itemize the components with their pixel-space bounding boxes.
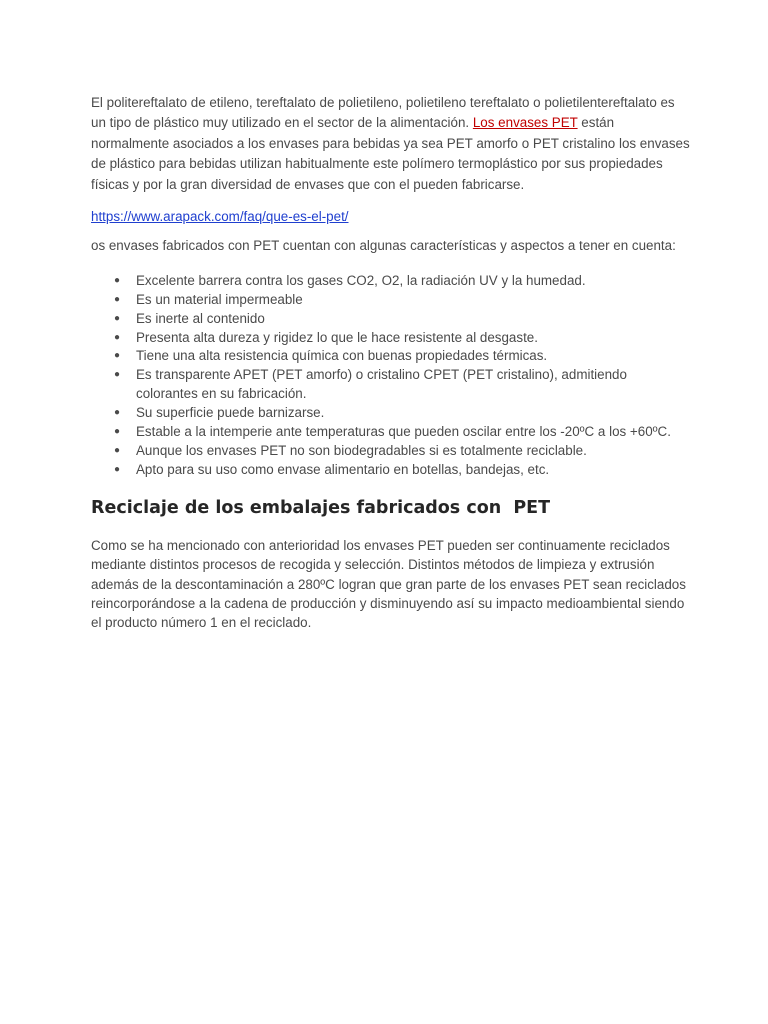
feature-text: Su superficie puede barnizarse. (136, 405, 325, 421)
document-page (91, 93, 691, 633)
feature-text: Tiene una alta resistencia química con buenas propiedades térmicas. (136, 348, 548, 364)
intro-text-before: El politereftalato de etileno, tereftalato de polietileno, polietileno tereftalato o polietilentereftalato es un tipo de plástico muy utilizado en el sector de la alimentación. (91, 95, 675, 131)
bullet-icon: ● (114, 426, 121, 438)
bullet-icon: ● (114, 274, 121, 286)
bullet-icon: ● (114, 312, 121, 324)
bullet-icon: ● (114, 331, 121, 343)
feature-list-item (91, 442, 691, 461)
feature-list-item (91, 366, 691, 404)
feature-list-item (91, 423, 691, 442)
feature-list-item (91, 404, 691, 423)
feature-list-item (91, 272, 691, 291)
feature-text: Presenta alta dureza y rigidez lo que le hace resistente al desgaste. (136, 329, 538, 345)
bullet-icon: ● (114, 445, 121, 456)
feature-text: Aunque los envases PET no son biodegradables si es totalmente reciclable. (136, 443, 587, 458)
bullet-icon: ● (114, 369, 121, 381)
features-list (91, 272, 691, 480)
section-heading: Reciclaje de los embalajes fabricados con PET (91, 497, 551, 518)
pet-containers-link[interactable]: Los envases PET (472, 115, 578, 131)
feature-text: Es un material impermeable (136, 291, 303, 307)
feature-list-item (91, 310, 691, 329)
feature-text: Estable a la intemperie ante temperaturas que pueden oscilar entre los -20ºC a los +60ºC. (136, 424, 671, 440)
feature-text: Excelente barrera contra los gases CO2, O2, la radiación UV y la humedad. (136, 272, 586, 288)
bullet-icon: ● (114, 463, 121, 475)
features-lead-text: os envases fabricados con PET cuentan con algunas características y aspectos a tener en cuenta: (91, 238, 676, 254)
feature-text: Es transparente APET (PET amorfo) o cristalino CPET (PET cristalino), admitiendo colorantes en su fabricación. (136, 367, 627, 402)
feature-text: Es inerte al contenido (136, 310, 265, 326)
bullet-icon: ● (114, 407, 121, 419)
intro-text-after: están normalmente asociados a los envases para bebidas ya sea PET amorfo o PET cristalino los envases de plástico para bebidas utilizan habitualmente este polímero termoplástico por sus propiedades físicas y por la gran diversidad de envases que con el pueden fabricarse. (91, 115, 690, 192)
bullet-icon: ● (114, 350, 121, 362)
source-url-link[interactable]: https://www.arapack.com/faq/que-es-el-pet/ (91, 209, 349, 225)
feature-list-item (91, 329, 691, 348)
intro-paragraph (91, 93, 691, 195)
recycling-paragraph: Como se ha mencionado con anterioridad los envases PET pueden ser continuamente reciclados mediante distintos procesos de recogida y selección. Distintos métodos de limpieza y extrusión además de la descontaminación a 280ºC logran que gran parte de los envases PET sean reciclados reincorporándose a la cadena de producción y disminuyendo así su impacto medioambiental siendo el producto número 1 en el reciclado. (91, 537, 686, 631)
bullet-icon: ● (114, 293, 121, 305)
feature-list-item (91, 291, 691, 310)
feature-text: Apto para su uso como envase alimentario en botellas, bandejas, etc. (136, 461, 550, 477)
feature-list-item (91, 347, 691, 366)
feature-list-item (91, 461, 691, 480)
